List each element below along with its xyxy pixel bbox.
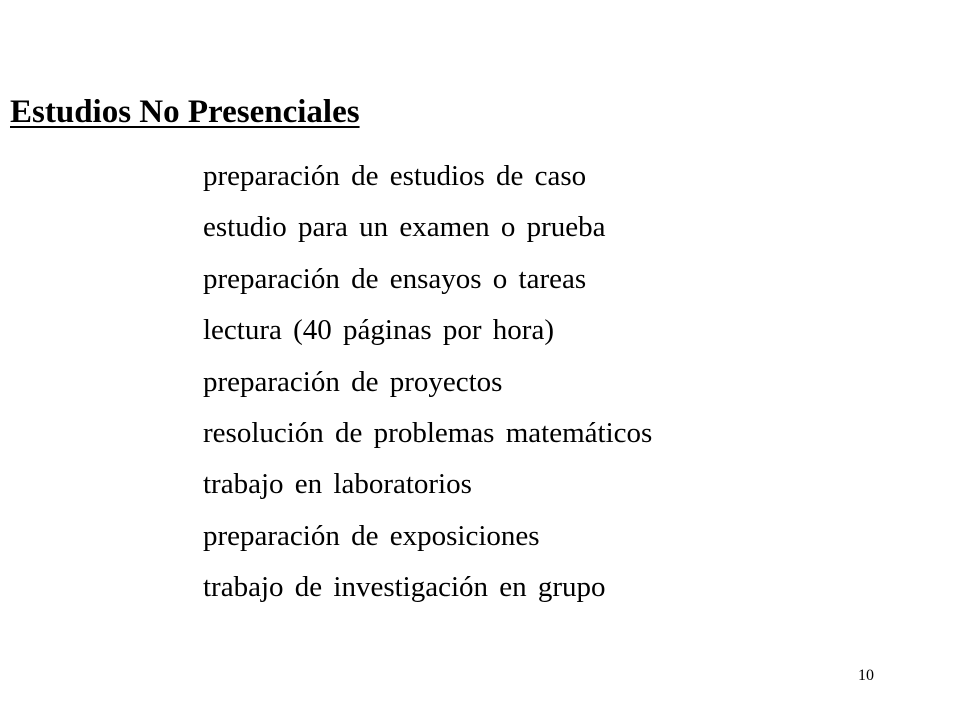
list-item: estudio para un examen o prueba: [203, 211, 606, 244]
list-item: preparación de ensayos o tareas: [203, 262, 587, 295]
list-item: preparación de proyectos: [203, 365, 503, 398]
page-number: 10: [858, 667, 874, 684]
slide-title: Estudios No Presenciales: [10, 94, 360, 130]
list-item: resolución de problemas matemáticos: [203, 416, 653, 449]
list-item: preparación de exposiciones: [203, 519, 540, 552]
list-item: trabajo de investigación en grupo: [203, 571, 606, 604]
list-item: trabajo en laboratorios: [203, 468, 472, 501]
activity-list: [203, 151, 652, 614]
list-item: preparación de estudios de caso: [203, 160, 587, 192]
list-item: lectura (40 páginas por hora): [203, 314, 554, 347]
